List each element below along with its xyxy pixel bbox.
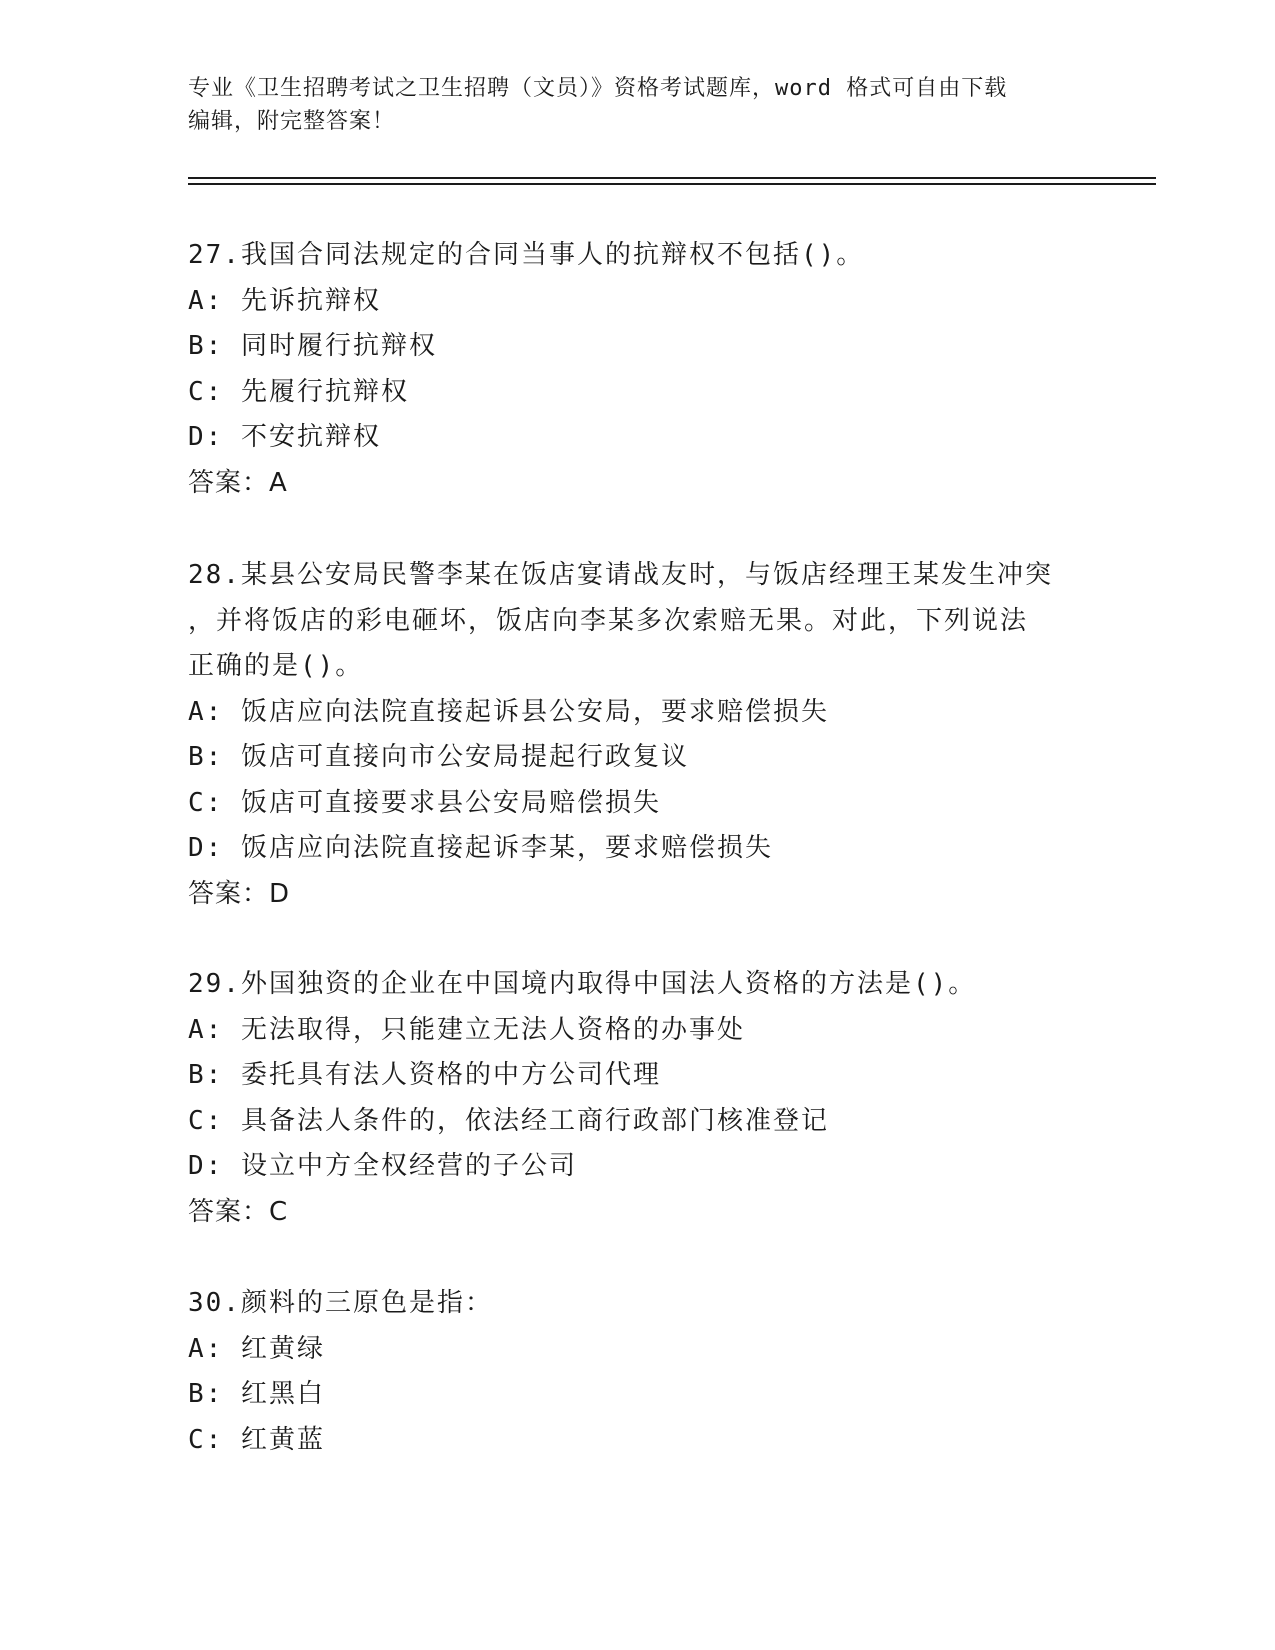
question-text-line: 30.颜料的三原色是指：	[188, 1288, 493, 1318]
option-b: B: 委托具有法人资格的中方公司代理	[188, 1060, 661, 1090]
question-text	[188, 233, 1088, 279]
option-c: C: 红黄蓝	[188, 1424, 325, 1455]
header-line-2: 编辑，附完整答案！	[188, 109, 396, 134]
question-text-line: 正确的是()。	[188, 651, 364, 681]
header-divider-top	[188, 177, 1156, 179]
document-header	[188, 72, 1088, 138]
option-c: C: 饭店可直接要求县公安局赔偿损失	[188, 787, 661, 818]
option-b: B: 同时履行抗辩权	[188, 331, 437, 361]
option-a: A: 红黄绿	[188, 1333, 325, 1364]
option-c: C: 先履行抗辩权	[188, 376, 409, 407]
question-text	[188, 1281, 1088, 1327]
answer: 答案：C	[188, 1196, 289, 1227]
question-28	[188, 553, 1088, 917]
question-27	[188, 233, 1088, 506]
question-text-line: ，并将饭店的彩电砸坏，饭店向李某多次索赔无果。对此，下列说法	[188, 605, 1029, 636]
option-b: B: 饭店可直接向市公安局提起行政复议	[188, 742, 689, 772]
header-line-1: 专业《卫生招聘考试之卫生招聘（文员）》资格考试题库，word 格式可自由下载	[188, 76, 1008, 101]
option-a: A: 先诉抗辩权	[188, 285, 381, 316]
answer: 答案：D	[188, 878, 291, 909]
question-text	[188, 962, 1088, 1008]
question-text-line: 27.我国合同法规定的合同当事人的抗辩权不包括()。	[188, 240, 865, 270]
option-b: B: 红黑白	[188, 1379, 325, 1409]
answer: 答案：A	[188, 467, 288, 498]
header-divider-bottom	[188, 183, 1156, 185]
question-text-line: 29.外国独资的企业在中国境内取得中国法人资格的方法是()。	[188, 969, 977, 999]
option-d: D: 设立中方全权经营的子公司	[188, 1151, 577, 1181]
option-a: A: 饭店应向法院直接起诉县公安局，要求赔偿损失	[188, 696, 829, 727]
question-text	[188, 553, 1088, 690]
option-d: D: 不安抗辩权	[188, 422, 381, 452]
question-29	[188, 962, 1088, 1235]
option-d: D: 饭店应向法院直接起诉李某，要求赔偿损失	[188, 833, 773, 863]
question-30	[188, 1281, 1088, 1463]
question-text-line: 28.某县公安局民警李某在饭店宴请战友时，与饭店经理王某发生冲突	[188, 560, 1053, 590]
option-a: A: 无法取得，只能建立无法人资格的办事处	[188, 1014, 745, 1045]
option-c: C: 具备法人条件的，依法经工商行政部门核准登记	[188, 1105, 829, 1136]
